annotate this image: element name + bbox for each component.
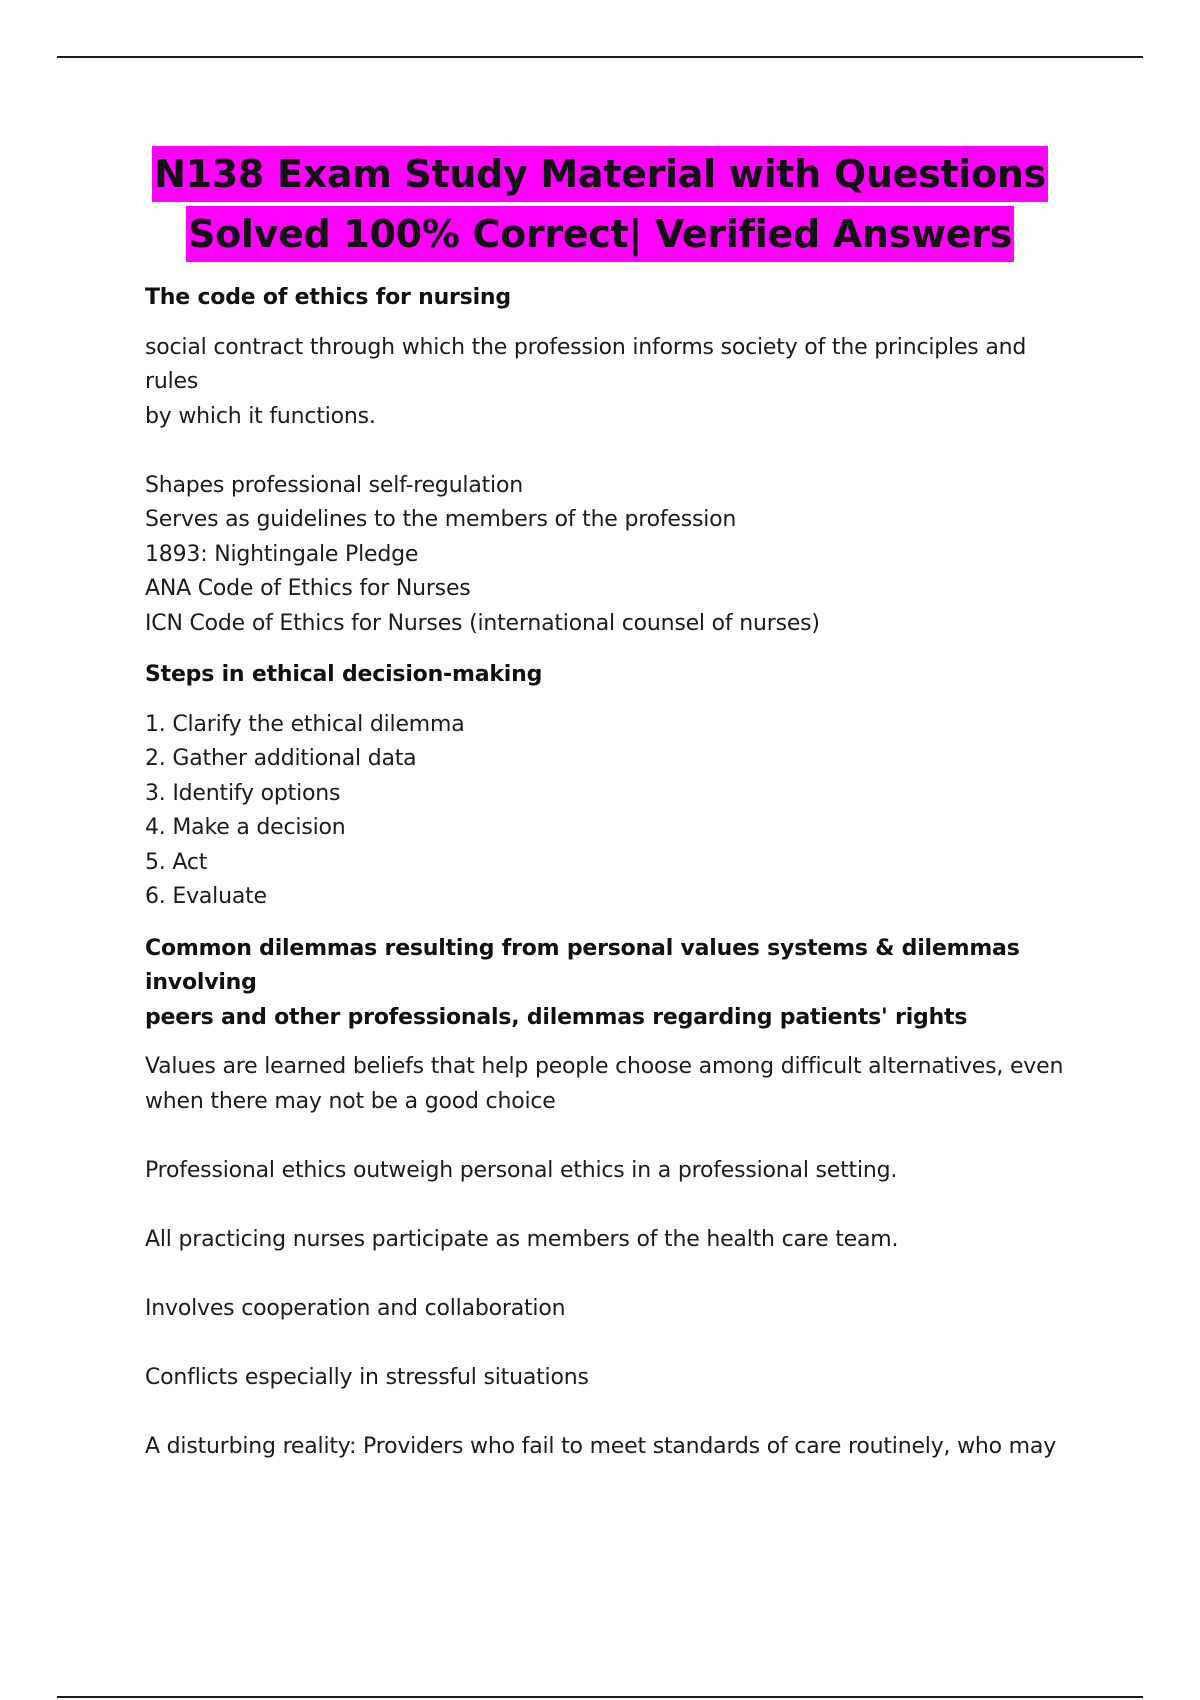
title-line-2: Solved 100% Correct| Verified Answers [186,206,1014,262]
term-heading [145,932,1085,1036]
definition-line: ANA Code of Ethics for Nurses [145,576,471,601]
step-item: 6. Evaluate [145,884,267,909]
definition-line: Professional ethics outweigh personal ethics in a professional setting. [145,1157,898,1183]
definition-line: A disturbing reality: Providers who fail to meet standards of care routinely, who may [145,1433,1057,1459]
definition-block [145,331,1085,642]
blank-line [145,1257,1085,1292]
blank-line [145,434,1085,469]
step-item: 3. Identify options [145,780,341,806]
blank-line [145,1395,1085,1430]
definition-line: social contract through which the profession informs society of the principles and rules [145,334,1027,394]
definition-line: Values are learned beliefs that help people choose among difficult alternatives, even [145,1054,1064,1079]
step-item: 1. Clarify the ethical dilemma [145,711,465,737]
definition-line: ICN Code of Ethics for Nurses (international counsel of nurses) [145,610,820,636]
definition-line: by which it functions. [145,403,376,429]
document-title [0,144,1200,264]
definition-line: 1893: Nightingale Pledge [145,541,419,567]
title-line-1: N138 Exam Study Material with Questions [152,146,1048,202]
step-item: 5. Act [145,849,208,875]
header-rule [57,56,1143,58]
term-heading: The code of ethics for nursing [145,285,511,310]
step-item: 2. Gather additional data [145,746,417,771]
footer-rule [57,1696,1143,1698]
definition-line: Serves as guidelines to the members of the profession [145,507,737,532]
blank-line [145,1326,1085,1361]
definition-block [145,708,1085,915]
definition-line: All practicing nurses participate as members of the health care team. [145,1226,899,1252]
term-heading-line: Common dilemmas resulting from personal values systems & dilemmas involving [145,935,1020,995]
definition-line: Conflicts especially in stressful situations [145,1364,589,1390]
definition-line: Involves cooperation and collaboration [145,1295,566,1321]
definition-line: Shapes professional self-regulation [145,472,523,498]
definition-line: when there may not be a good choice [145,1088,556,1114]
step-item: 4. Make a decision [145,815,346,840]
definition-block [145,1050,1085,1464]
document-body [145,281,1085,1481]
blank-line [145,1188,1085,1223]
term-heading: Steps in ethical decision-making [145,662,543,687]
term-heading-line: peers and other professionals, dilemmas regarding patients' rights [145,1004,968,1030]
blank-line [145,1119,1085,1154]
